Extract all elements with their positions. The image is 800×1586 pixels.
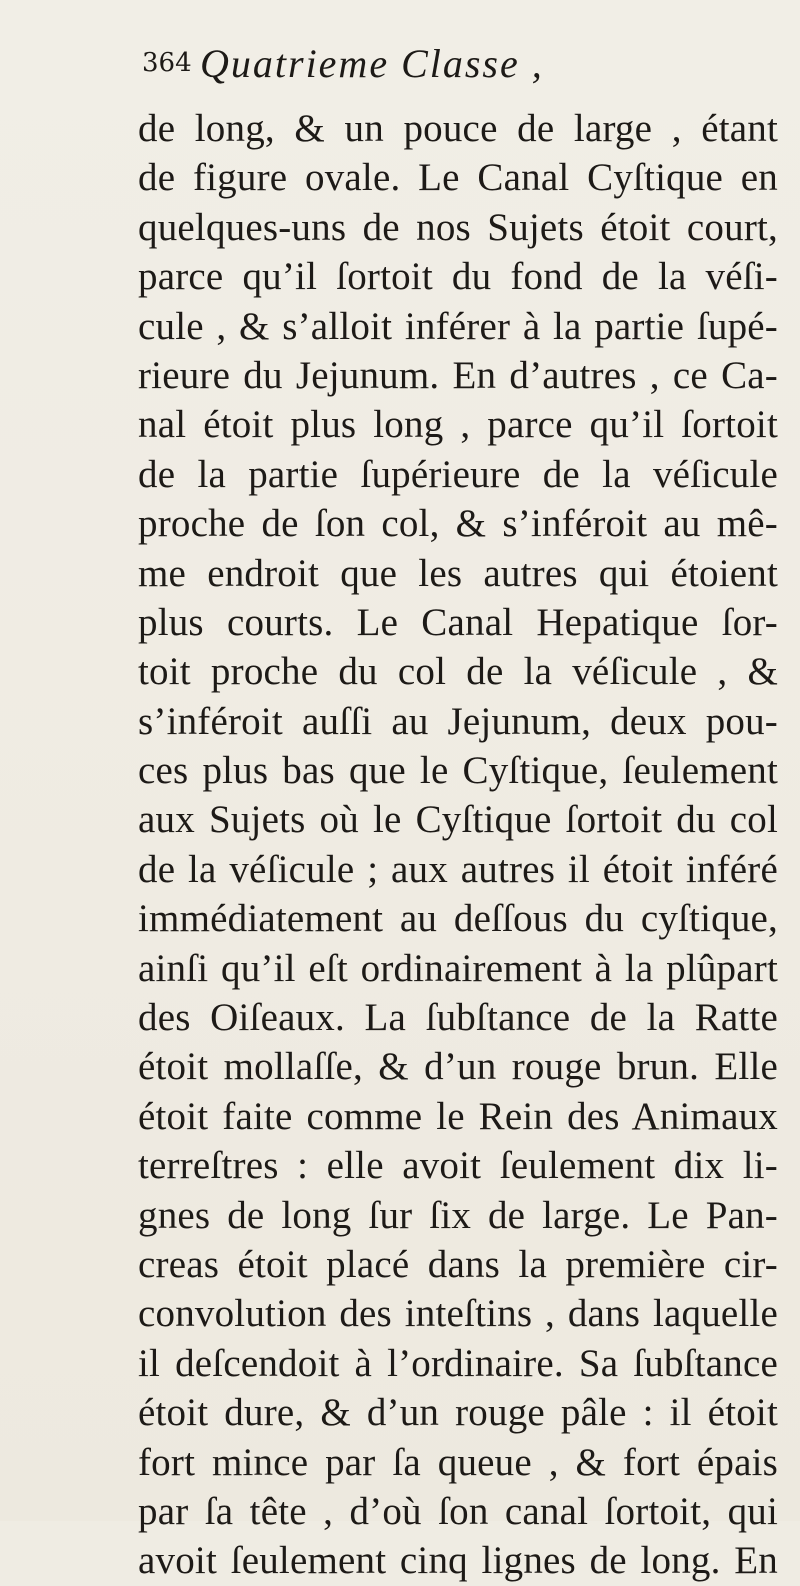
text-line: rieure du Jejunum. En d’autres , ce Ca- [138,353,778,397]
text-line: aux Sujets où le Cyſtique ſortoit du col [138,798,778,842]
body-text [138,104,778,1586]
text-line: nal étoit plus long , parce qu’il ſortoit [138,403,778,447]
text-line: ces plus bas que le Cyſtique, ſeulement [138,749,778,793]
text-line: de la véſicule ; aux autres il étoit inféré [138,847,778,891]
text-line: étoit faite comme le Rein des Animaux [138,1094,778,1138]
text-line: s’inféroit auſſi au Jejunum, deux pou- [138,699,778,743]
text-line: toit proche du col de la véſicule , & [138,650,778,694]
text-line: des Oiſeaux. La ſubſtance de la Ratte [138,996,778,1040]
text-line: quelques-uns de nos Sujets étoit court, [138,205,778,249]
text-line: proche de ſon col, & s’inféroit au mê- [138,502,778,546]
text-line: avoit ſeulement cinq lignes de long. En [138,1539,778,1583]
text-line: creas étoit placé dans la première cir- [138,1242,778,1286]
text-line: de long, & un pouce de large , étant [138,107,778,150]
page-number: 364 [142,48,192,78]
text-line: convolution des inteſtins , dans laquelle [138,1292,778,1336]
text-line: par ſa tête , d’où ſon canal ſortoit, qui [138,1489,778,1533]
text-line: de figure ovale. Le Canal Cyſtique en [138,156,778,200]
text-line: plus courts. Le Canal Hepatique ſor- [138,600,778,644]
text-line: de la partie ſupérieure de la véſicule [138,452,778,496]
text-line: immédiatement au deſſous du cyſtique, [138,897,778,941]
text-line: cule , & s’alloit inférer à la partie ſupé- [138,304,778,348]
text-line: gnes de long ſur ſix de large. Le Pan- [138,1193,778,1237]
text-line: étoit dure, & d’un rouge pâle : il étoit [138,1391,778,1435]
text-line: ainſi qu’il eſt ordinairement à la plûpart [138,946,778,990]
text-line: terreſtres : elle avoit ſeulement dix li- [138,1144,778,1188]
text-line: me endroit que les autres qui étoient [138,551,778,595]
running-title: Quatrieme Classe , [200,41,544,86]
text-line: fort mince par ſa queue , & fort épais [138,1440,778,1484]
text-line: il deſcendoit à l’ordinaire. Sa ſubſtance [138,1341,778,1385]
text-line: étoit mollaſſe, & d’un rouge brun. Elle [138,1045,778,1089]
text-line: parce qu’il ſortoit du fond de la véſi- [138,255,778,299]
page-header [142,40,742,90]
